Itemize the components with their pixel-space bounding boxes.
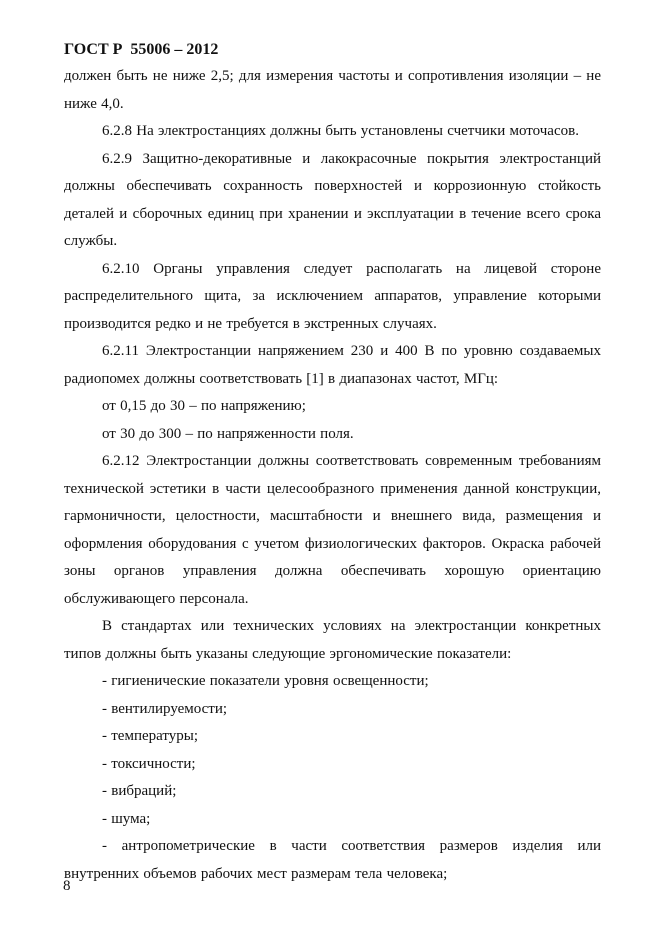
document-body (64, 63, 601, 888)
paragraph: 6.2.10 Органы управления следует располагать на лицевой стороне распределительного щита, за исключением аппаратов, управление которыми производится редко и не требуется в экстренных случаях. (64, 260, 601, 332)
paragraph: 6.2.12 Электростанции должны соответствовать современным требованиям технической эстетики в части целесообразного применения данной конструкции, гармоничности, целостности, масштабности и внешнего вида, размещения и оформления оборудования с учетом физиологических факторов. Окраска рабочей зоны органов управления должна обеспечивать хорошую ориентацию обслуживающего персонала. (64, 453, 601, 607)
page-number: 8 (63, 878, 71, 894)
paragraph: В стандартах или технических условиях на электростанции конкретных типов должны быть указаны следующие эргономические показатели: (64, 618, 601, 662)
document-header: ГОСТ Р 55006 – 2012 (64, 41, 219, 58)
paragraph: - температуры; (102, 728, 199, 744)
paragraph: должен быть не ниже 2,5; для измерения частоты и сопротивления изоляции – не ниже 4,0. (64, 68, 601, 112)
paragraph: - гигиенические показатели уровня освещенности; (102, 673, 429, 689)
paragraph: - токсичности; (102, 755, 196, 772)
paragraph: от 0,15 до 30 – по напряжению; (102, 398, 306, 414)
paragraph: - антропометрические в части соответствия размеров изделия или внутренних объемов рабочих мест размерам тела человека; (64, 838, 601, 882)
paragraph: 6.2.11 Электростанции напряжением 230 и 400 В по уровню создаваемых радиопомех должны соответствовать [1] в диапазонах частот, МГц: (64, 343, 601, 387)
paragraph: - вибраций; (102, 783, 177, 799)
paragraph: - шума; (102, 810, 151, 827)
paragraph: 6.2.8 На электростанциях должны быть установлены счетчики моточасов. (102, 123, 579, 139)
paragraph: 6.2.9 Защитно-декоративные и лакокрасочные покрытия электростанций должны обеспечивать сохранность поверхностей и коррозионную стойкость деталей и сборочных единиц при хранении и эксплуатации в течение всего срока службы. (64, 150, 601, 249)
paragraph: от 30 до 300 – по напряженности поля. (102, 425, 354, 442)
paragraph: - вентилируемости; (102, 700, 228, 717)
